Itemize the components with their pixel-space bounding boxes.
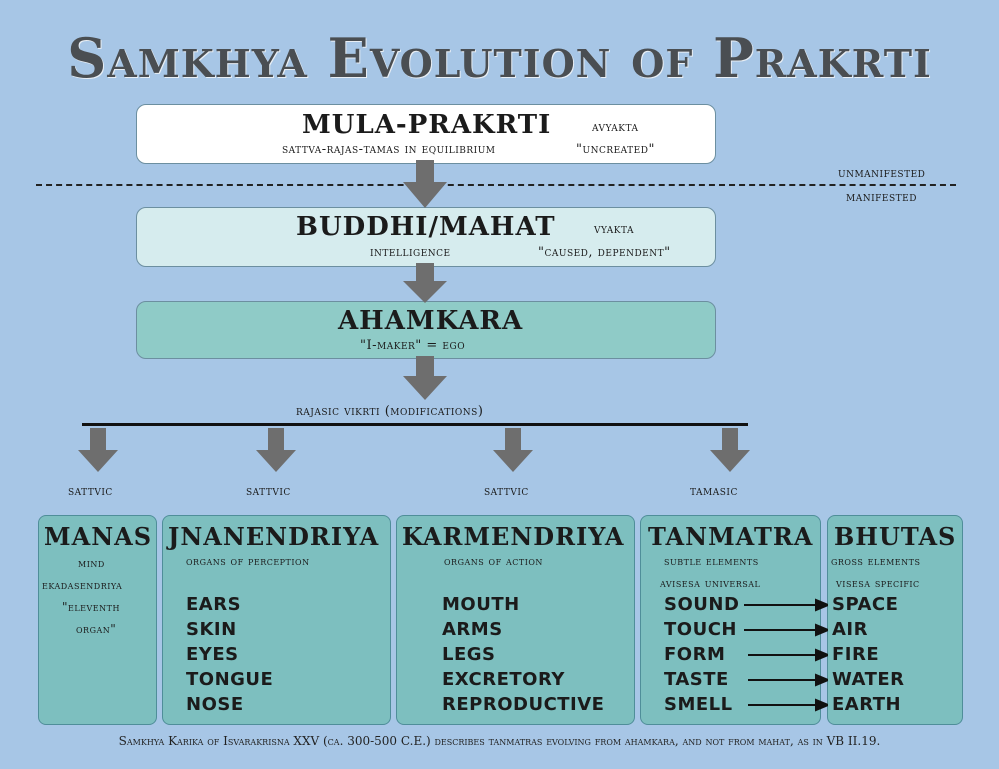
vikrti-bar	[82, 423, 748, 426]
bhutas-item: AIR	[832, 619, 868, 640]
manas-line-3: "eleventh	[62, 600, 120, 614]
jnanendriya-title: JNANENDRIYA	[168, 522, 380, 551]
arrow-mula-to-buddhi	[403, 160, 447, 208]
jnanendriya-sub: organs of perception	[186, 554, 310, 568]
mula-prakrti-tag-quote: "uncreated"	[576, 142, 655, 157]
arrow-ahamkara-to-vikrti	[403, 356, 447, 400]
manas-line-4: organ"	[76, 622, 117, 636]
tanmatra-item: SMELL	[664, 694, 733, 715]
vikrti-label: rajasic vikrti (modifications)	[296, 404, 484, 419]
manifested-label: manifested	[846, 190, 917, 205]
guna-label-manas: sattvic	[68, 484, 113, 499]
buddhi-tag-quote: "caused, dependent"	[538, 245, 671, 260]
tanmatra-item: SOUND	[664, 594, 740, 615]
guna-label-jnanendriya: sattvic	[246, 484, 291, 499]
jnanendriya-item: TONGUE	[186, 669, 274, 690]
karmendriya-item: ARMS	[442, 619, 503, 640]
bhutas-title: BHUTAS	[834, 522, 957, 551]
tanmatra-title: TANMATRA	[648, 522, 814, 551]
bhutas-sub-1: gross elements	[831, 554, 921, 568]
jnanendriya-item: EYES	[186, 644, 239, 665]
buddhi-name: BUDDHI/MAHAT	[296, 212, 556, 242]
tanmatra-item: FORM	[664, 644, 726, 665]
jnanendriya-item: NOSE	[186, 694, 244, 715]
bhutas-item: SPACE	[832, 594, 899, 615]
buddhi-sub: intelligence	[370, 245, 451, 260]
mula-prakrti-sub: sattva-rajas-tamas in equilibrium	[282, 142, 496, 157]
diagram-title: Samkhya Evolution of Prakrti	[67, 26, 932, 90]
footer-note: Samkhya Karika of Isvarakrisna XXV (ca. 300-500 C.E.) describes tanmatras evolving from ahamkara, and not from mahat, as in VB II.19.	[118, 734, 881, 748]
ahamkara-sub: "I-maker" = ego	[360, 338, 466, 353]
arrow-buddhi-to-ahamkara	[403, 263, 447, 303]
guna-label-karmendriya: sattvic	[484, 484, 529, 499]
ahamkara-name: AHAMKARA	[338, 306, 524, 336]
mula-prakrti-tag: avyakta	[592, 120, 639, 135]
karmendriya-sub: organs of action	[444, 554, 543, 568]
jnanendriya-item: SKIN	[186, 619, 237, 640]
bhutas-item: FIRE	[832, 644, 880, 665]
tanmatra-sub-2: avisesa universal	[660, 576, 761, 590]
bhutas-sub-2: visesa specific	[836, 576, 920, 590]
karmendriya-item: MOUTH	[442, 594, 520, 615]
manifest-divider-line	[36, 184, 956, 186]
bhutas-item: EARTH	[832, 694, 902, 715]
karmendriya-item: EXCRETORY	[442, 669, 565, 690]
karmendriya-item: REPRODUCTIVE	[442, 694, 605, 715]
bhutas-item: WATER	[832, 669, 905, 690]
karmendriya-item: LEGS	[442, 644, 496, 665]
unmanifested-label: unmanifested	[838, 166, 926, 181]
guna-label-tanmatra: tamasic	[690, 484, 738, 499]
tanmatra-item: TASTE	[664, 669, 729, 690]
tanmatra-to-bhuta-arrows	[742, 594, 828, 720]
karmendriya-title: KARMENDRIYA	[402, 522, 625, 551]
arrow-branch-tanmatra	[710, 428, 750, 472]
mula-prakrti-name: MULA-PRAKRTI	[302, 110, 552, 140]
manas-title: MANAS	[44, 522, 153, 551]
jnanendriya-item: EARS	[186, 594, 242, 615]
arrow-branch-karmendriya	[493, 428, 533, 472]
arrow-branch-manas	[78, 428, 118, 472]
buddhi-tag: vyakta	[594, 222, 634, 237]
tanmatra-sub-1: subtle elements	[664, 554, 759, 568]
manas-line-1: mind	[78, 556, 105, 570]
tanmatra-item: TOUCH	[664, 619, 737, 640]
arrow-branch-jnanendriya	[256, 428, 296, 472]
manas-line-2: ekadasendriya	[42, 578, 123, 592]
